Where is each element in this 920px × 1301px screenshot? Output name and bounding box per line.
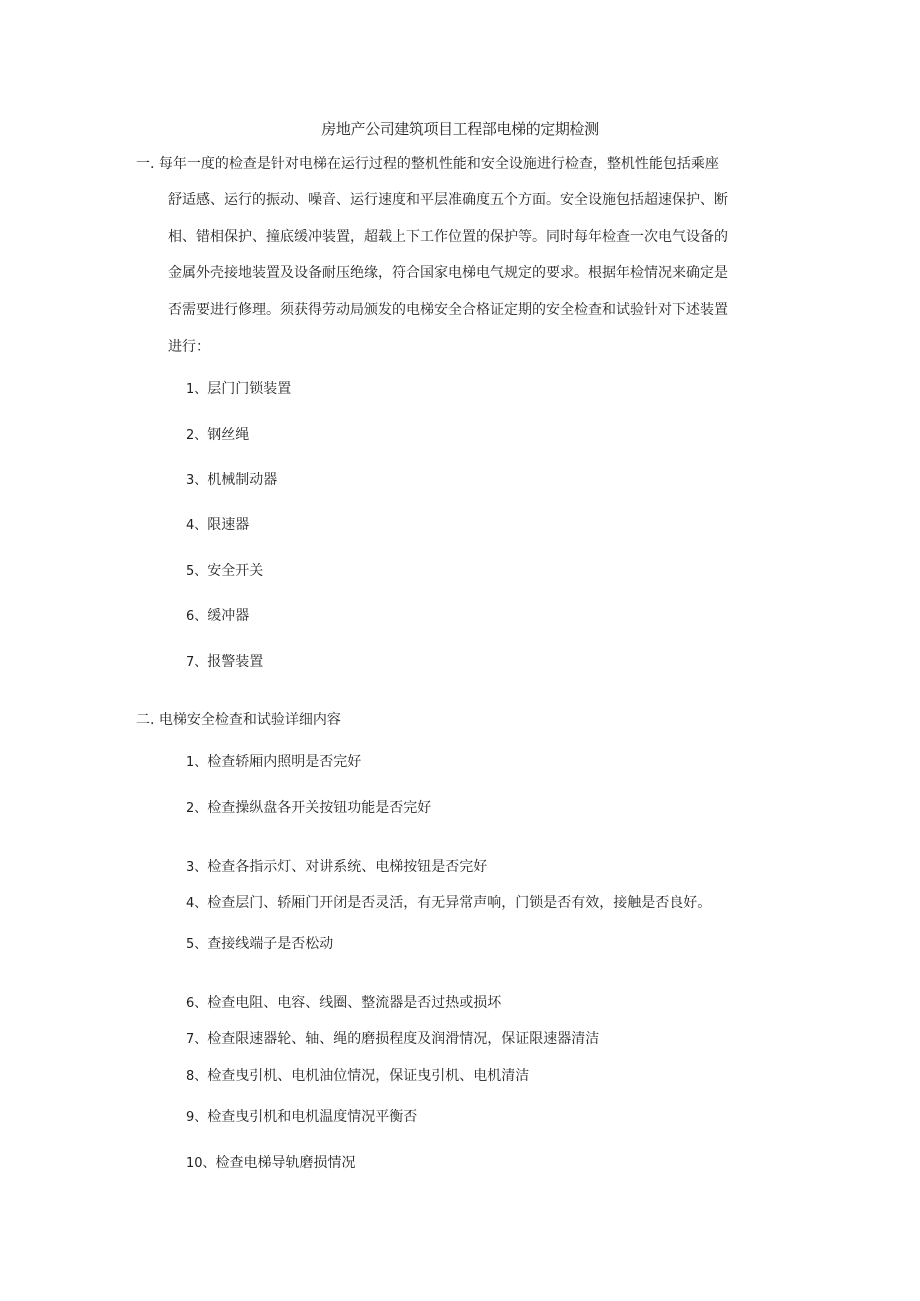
item-number: 4、 <box>186 896 208 911</box>
list-item <box>186 378 291 398</box>
item-text: 检查电阻、电容、线圈、整流器是否过热或损坏 <box>207 995 502 1011</box>
list-item <box>186 469 277 489</box>
item-text: 检查限速器轮、轴、绳的磨损程度及润滑情况，保证限速器清洁 <box>207 1031 600 1047</box>
section-1-line: 相、错相保护、撞底缓冲装置，超载上下工作位置的保护等。同时每年检查一次电气设备的 <box>168 229 728 245</box>
item-text: 缓冲器 <box>207 608 250 624</box>
list-item <box>186 424 249 444</box>
section-1-line: 金属外壳接地装置及设备耐压绝缘，符合国家电梯电气规定的要求。根据年检情况来确定是 <box>168 265 728 281</box>
item-number: 5、 <box>186 564 208 579</box>
item-text: 安全开关 <box>207 563 264 579</box>
list-item <box>186 1065 529 1085</box>
item-text: 查接线端子是否松动 <box>207 936 334 952</box>
item-text: 钢丝绳 <box>207 427 250 443</box>
item-number: 7、 <box>186 1032 208 1047</box>
item-number: 6、 <box>186 609 208 624</box>
item-number: 2、 <box>186 428 208 443</box>
item-number: 5、 <box>186 937 208 952</box>
item-number: 6、 <box>186 996 208 1011</box>
item-text: 限速器 <box>207 517 250 533</box>
list-item <box>186 514 249 534</box>
section-1-line: 否需要进行修理。须获得劳动局颁发的电梯安全合格证定期的安全检查和试验针对下述装置 <box>168 302 728 318</box>
item-text: 检查操纵盘各开关按钮功能是否完好 <box>207 800 432 816</box>
item-text: 检查层门、轿厢门开闭是否灵活，有无异常声响，门锁是否有效，接触是否良好。 <box>207 895 712 911</box>
section-2-heading: 二. 电梯安全检查和试验详细内容 <box>136 712 341 728</box>
item-number: 10、 <box>186 1156 216 1171</box>
list-item <box>186 992 501 1012</box>
list-item <box>186 651 263 671</box>
list-item <box>186 797 431 817</box>
item-text: 检查曳引机、电机油位情况，保证曳引机、电机清洁 <box>207 1068 530 1084</box>
list-item <box>186 751 361 771</box>
item-number: 3、 <box>186 860 208 875</box>
item-number: 1、 <box>186 382 208 397</box>
item-text: 检查曳引机和电机温度情况平衡否 <box>207 1109 418 1125</box>
item-text: 检查各指示灯、对讲系统、电梯按钮是否完好 <box>207 859 488 875</box>
item-number: 7、 <box>186 655 208 670</box>
item-number: 1、 <box>186 755 208 770</box>
section-1-heading: 一. 每年一度的检查是针对电梯在运行过程的整机性能和安全设施进行检查，整机性能包括乘座 <box>136 156 719 172</box>
item-number: 4、 <box>186 518 208 533</box>
item-number: 3、 <box>186 473 208 488</box>
list-item <box>186 1152 356 1172</box>
item-text: 检查轿厢内照明是否完好 <box>207 754 362 770</box>
item-number: 8、 <box>186 1069 208 1084</box>
list-item <box>186 933 333 953</box>
list-item <box>186 1106 417 1126</box>
section-1-line: 进行： <box>168 339 210 355</box>
document-title: 房地产公司建筑项目工程部电梯的定期检测 <box>321 120 599 138</box>
item-number: 9、 <box>186 1110 208 1125</box>
section-1-line: 舒适感、运行的振动、噪音、运行速度和平层准确度五个方面。安全设施包括超速保护、断 <box>168 192 728 208</box>
list-item <box>186 560 263 580</box>
list-item <box>186 892 711 912</box>
item-text: 报警装置 <box>207 654 264 670</box>
list-item <box>186 856 487 876</box>
item-number: 2、 <box>186 801 208 816</box>
item-text: 层门门锁装置 <box>207 381 292 397</box>
list-item <box>186 1028 599 1048</box>
item-text: 检查电梯导轨磨损情况 <box>215 1155 356 1171</box>
list-item <box>186 605 249 625</box>
item-text: 机械制动器 <box>207 472 278 488</box>
